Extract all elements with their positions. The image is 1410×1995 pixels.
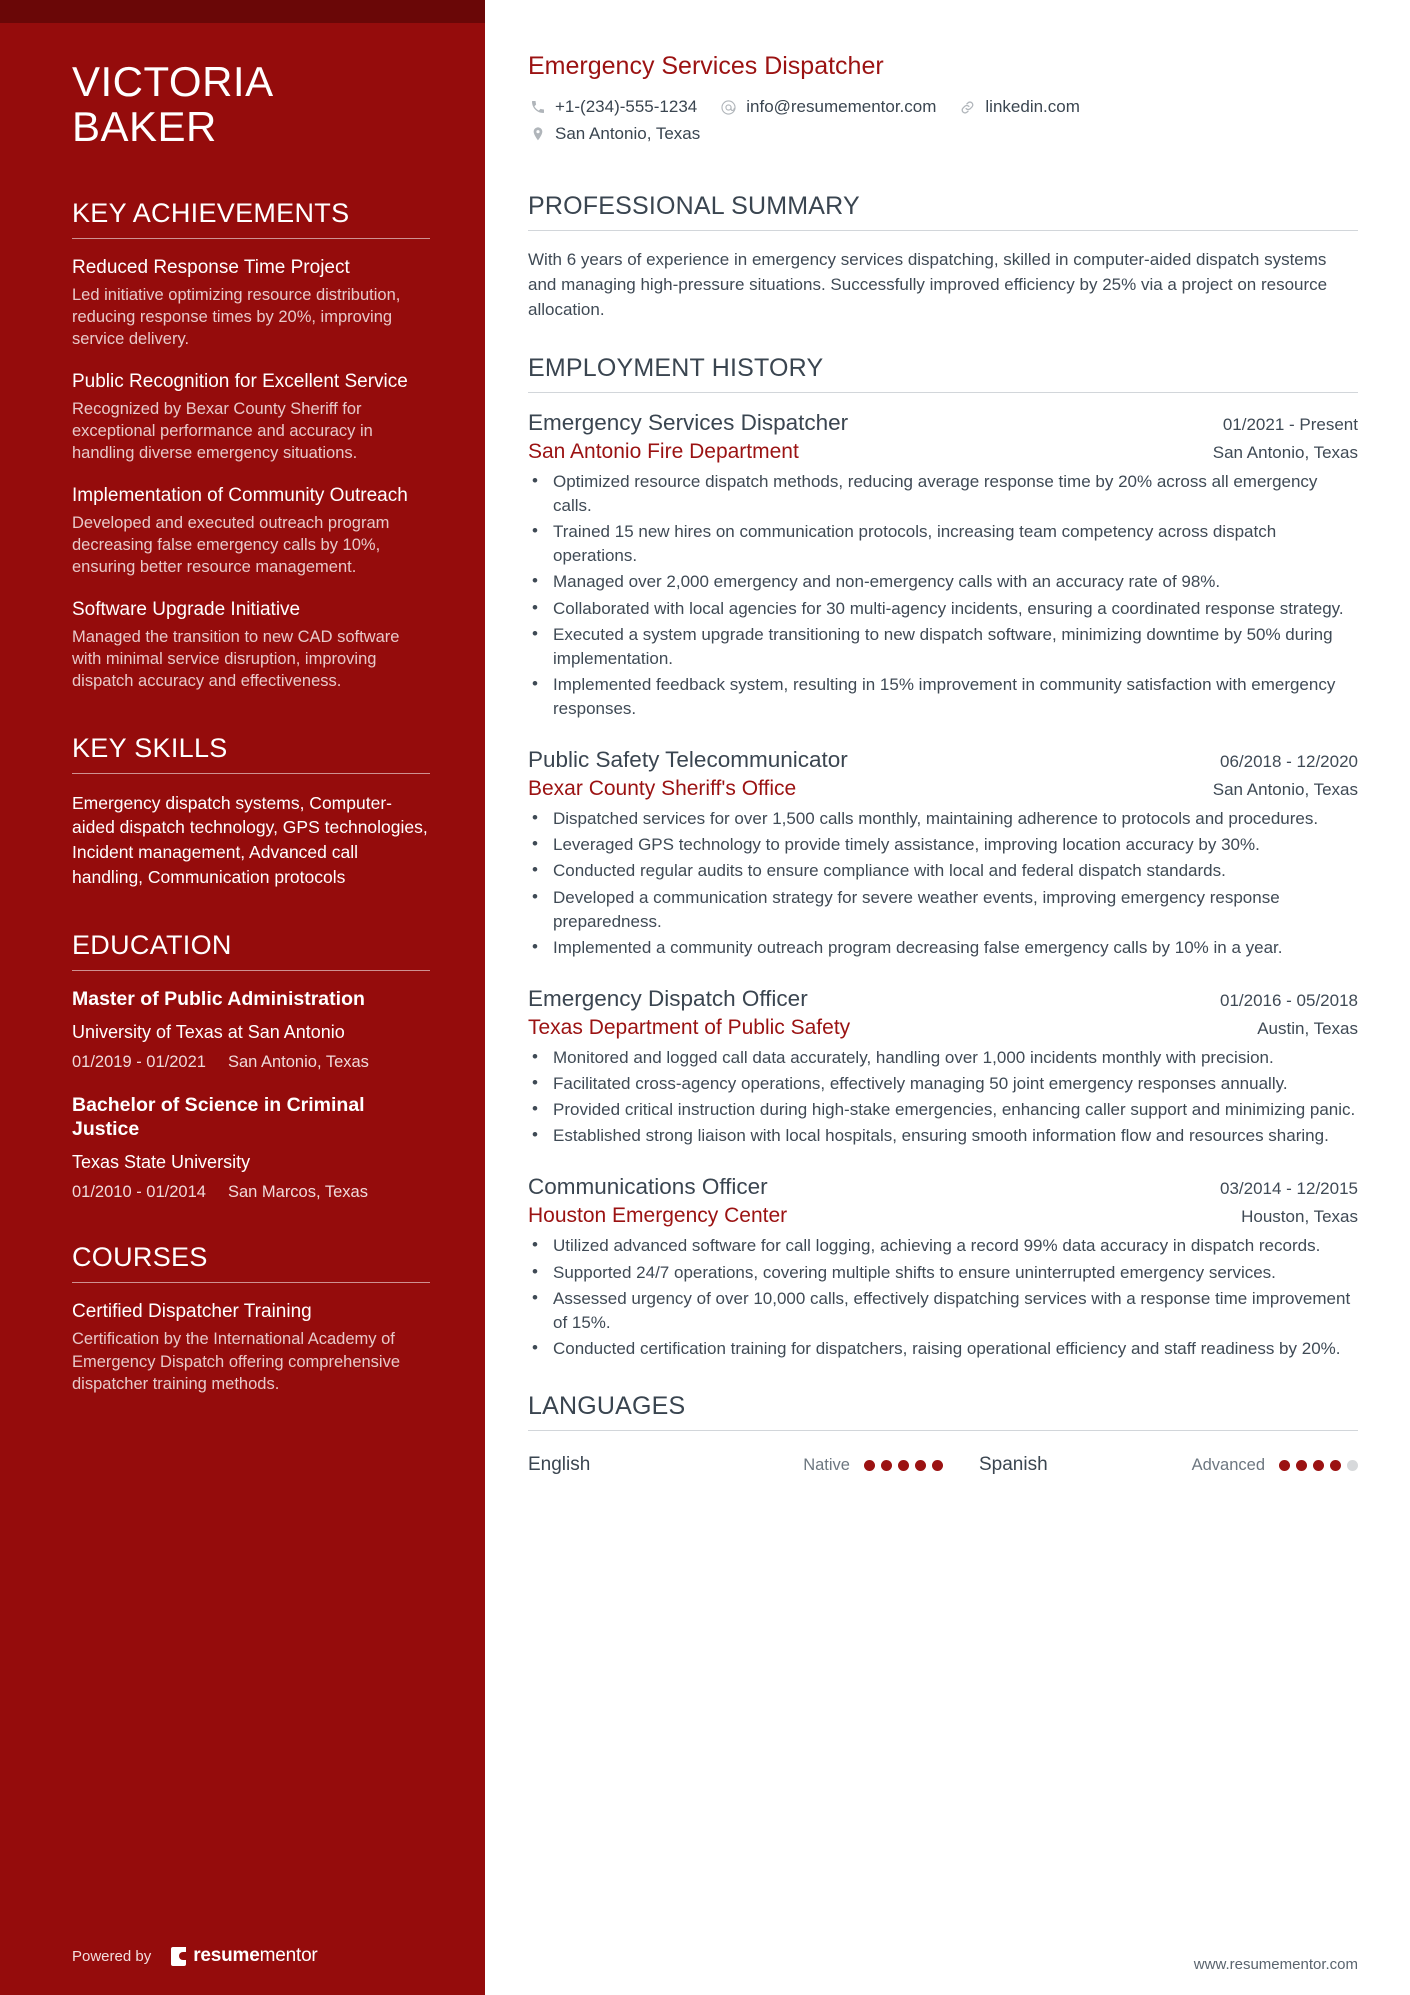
job-subheader bbox=[528, 440, 1358, 464]
divider bbox=[72, 238, 430, 239]
job-bullet: • Assessed urgency of over 10,000 calls, effectively dispatching services with a response time improvement of 15%. bbox=[528, 1287, 1358, 1335]
job-bullet: • Trained 15 new hires on communication protocols, increasing team competency across dispatch operations. bbox=[528, 520, 1358, 568]
contact-phone[interactable] bbox=[528, 97, 697, 117]
rating-dot-filled bbox=[1313, 1460, 1324, 1471]
achievement-item bbox=[72, 484, 430, 579]
first-name: VICTORIA bbox=[72, 58, 274, 105]
job-bullet: • Provided critical instruction during high-stake emergencies, enhancing caller support and minimizing panic. bbox=[528, 1098, 1358, 1122]
job-bullet: • Developed a communication strategy for severe weather events, improving emergency response preparedness. bbox=[528, 886, 1358, 934]
languages-section bbox=[528, 1392, 1358, 1476]
rating-dot-filled bbox=[932, 1460, 943, 1471]
job-location: San Antonio, Texas bbox=[1212, 780, 1358, 800]
achievement-item bbox=[72, 370, 430, 465]
job-bullet: • Utilized advanced software for call logging, achieving a record 99% data accuracy in dispatch records. bbox=[528, 1234, 1358, 1258]
divider bbox=[528, 1430, 1358, 1431]
job-bullets bbox=[528, 1046, 1358, 1149]
rating-dot-filled bbox=[864, 1460, 875, 1471]
employment-history-section bbox=[528, 354, 1358, 1361]
achievement-description: Developed and executed outreach program decreasing false emergency calls by 10%, ensuring better resource management. bbox=[72, 513, 390, 577]
achievement-description: Led initiative optimizing resource distribution, reducing response times by 20%, improving service delivery. bbox=[72, 285, 401, 349]
languages-row bbox=[528, 1448, 1358, 1476]
language-rating-dots bbox=[1279, 1460, 1358, 1471]
contact-phone-text: +1-(234)-555-1234 bbox=[555, 97, 698, 116]
divider bbox=[72, 1282, 430, 1283]
job-bullet: • Leveraged GPS technology to provide timely assistance, improving location accuracy by 30%. bbox=[528, 833, 1358, 857]
job-bullet: • Conducted regular audits to ensure compliance with local and federal dispatch standards. bbox=[528, 859, 1358, 883]
rating-dot-filled bbox=[915, 1460, 926, 1471]
website-footer: www.resumementor.com bbox=[1193, 1956, 1358, 1973]
education-item bbox=[72, 988, 430, 1072]
email-icon bbox=[719, 98, 738, 117]
resumementor-logo bbox=[171, 1945, 317, 1967]
achievement-title: Reduced Response Time Project bbox=[72, 256, 350, 278]
education-school: University of Texas at San Antonio bbox=[72, 1021, 345, 1042]
job-subheader bbox=[528, 777, 1358, 801]
course-item bbox=[72, 1300, 430, 1395]
job-location: Houston, Texas bbox=[1241, 1207, 1358, 1227]
job-header bbox=[528, 1174, 1358, 1200]
language-level: Native bbox=[803, 1455, 850, 1474]
job-entry bbox=[528, 410, 1358, 721]
divider bbox=[72, 970, 430, 971]
language-item bbox=[943, 1454, 1358, 1476]
phone-icon bbox=[528, 98, 547, 117]
last-name: BAKER bbox=[72, 103, 217, 151]
divider bbox=[528, 230, 1358, 231]
job-title: Public Safety Telecommunicator bbox=[528, 747, 848, 773]
sidebar bbox=[0, 0, 485, 1995]
key-achievements-heading: KEY ACHIEVEMENTS bbox=[72, 197, 350, 228]
job-bullets bbox=[528, 807, 1358, 960]
job-company: Bexar County Sheriff's Office bbox=[528, 777, 797, 801]
job-company: Houston Emergency Center bbox=[528, 1204, 788, 1228]
resumementor-wordmark bbox=[193, 1945, 317, 1967]
main-content bbox=[485, 0, 1410, 1995]
job-bullet: • Executed a system upgrade transitioning to new dispatch software, minimizing downtime by 50% during implementation. bbox=[528, 623, 1358, 671]
education-meta bbox=[72, 1183, 430, 1202]
job-title: Emergency Services Dispatcher bbox=[528, 409, 849, 435]
brand-light: mentor bbox=[259, 1945, 318, 1966]
employment-history-heading: EMPLOYMENT HISTORY bbox=[528, 353, 824, 382]
divider bbox=[528, 392, 1358, 393]
key-skills-section bbox=[72, 733, 430, 890]
job-dates: 01/2016 - 05/2018 bbox=[1219, 990, 1358, 1010]
sidebar-footer bbox=[0, 1917, 485, 1995]
achievement-title: Public Recognition for Excellent Service bbox=[72, 370, 408, 392]
education-location: San Antonio, Texas bbox=[227, 1053, 369, 1072]
contact-info bbox=[528, 97, 1358, 144]
rating-dot-filled bbox=[898, 1460, 909, 1471]
achievement-title: Software Upgrade Initiative bbox=[72, 598, 301, 620]
job-company: San Antonio Fire Department bbox=[528, 439, 799, 463]
achievement-title: Implementation of Community Outreach bbox=[72, 484, 408, 506]
skills-list: Emergency dispatch systems, Computer-aided dispatch technology, GPS technologies, Incident management, Advanced call handling, Communication protocols bbox=[72, 792, 428, 888]
education-section bbox=[72, 930, 430, 1202]
education-item bbox=[72, 1094, 430, 1202]
job-entry bbox=[528, 986, 1358, 1149]
job-entry bbox=[528, 747, 1358, 960]
professional-summary-heading: PROFESSIONAL SUMMARY bbox=[528, 192, 860, 220]
professional-summary-text: With 6 years of experience in emergency services dispatching, skilled in computer-aided dispatch systems and managing high-pressure situations. Successfully improved efficiency by 25% via a project on resource allocation. bbox=[528, 250, 1328, 319]
job-title: Communications Officer bbox=[528, 1174, 768, 1200]
job-header bbox=[528, 986, 1358, 1012]
education-meta bbox=[72, 1053, 430, 1072]
contact-row-location bbox=[528, 124, 1358, 144]
achievement-item bbox=[72, 598, 430, 693]
contact-location bbox=[528, 124, 700, 144]
language-name: Spanish bbox=[979, 1454, 1048, 1476]
education-dates: 01/2019 - 01/2021 bbox=[72, 1053, 206, 1072]
job-bullet: • Implemented feedback system, resulting in 15% improvement in community satisfaction with emergency responses. bbox=[528, 673, 1358, 721]
job-company: Texas Department of Public Safety bbox=[528, 1015, 851, 1039]
professional-summary-section bbox=[528, 192, 1358, 323]
rating-dot-filled bbox=[1279, 1460, 1290, 1471]
job-subheader bbox=[528, 1016, 1358, 1040]
language-item bbox=[528, 1454, 943, 1476]
course-description: Certification by the International Academy of Emergency Dispatch offering comprehensive dispatcher training methods. bbox=[72, 1330, 401, 1393]
education-heading: EDUCATION bbox=[72, 929, 232, 960]
rating-dot-filled bbox=[1296, 1460, 1307, 1471]
language-level: Advanced bbox=[1191, 1455, 1265, 1474]
page-title: Emergency Services Dispatcher bbox=[528, 52, 884, 80]
achievement-description: Managed the transition to new CAD software with minimal service disruption, improving dispatch accuracy and effectiveness. bbox=[72, 627, 400, 691]
candidate-name bbox=[72, 59, 430, 150]
key-achievements-section bbox=[72, 198, 430, 693]
achievement-item bbox=[72, 256, 430, 351]
job-header bbox=[528, 747, 1358, 773]
key-skills-heading: KEY SKILLS bbox=[72, 732, 228, 763]
powered-by-label: Powered by bbox=[72, 1947, 152, 1965]
job-bullet: • Supported 24/7 operations, covering multiple shifts to ensure uninterrupted emergency services. bbox=[528, 1261, 1358, 1285]
courses-heading: COURSES bbox=[72, 1242, 208, 1273]
job-bullet: • Dispatched services for over 1,500 calls monthly, maintaining adherence to protocols and procedures. bbox=[528, 807, 1358, 831]
contact-link[interactable] bbox=[958, 97, 1080, 117]
rating-dot-filled bbox=[1330, 1460, 1341, 1471]
divider bbox=[72, 773, 430, 774]
job-location: Austin, Texas bbox=[1257, 1018, 1358, 1038]
contact-location-text: San Antonio, Texas bbox=[555, 124, 701, 143]
job-dates: 03/2014 - 12/2015 bbox=[1219, 1179, 1358, 1199]
job-bullets bbox=[528, 1234, 1358, 1361]
job-subheader bbox=[528, 1204, 1358, 1228]
contact-email-text: info@resumementor.com bbox=[746, 97, 937, 116]
education-dates: 01/2010 - 01/2014 bbox=[72, 1183, 206, 1202]
job-bullet: • Conducted certification training for dispatchers, raising operational efficiency and staff readiness by 20%. bbox=[528, 1337, 1358, 1361]
languages-heading: LANGUAGES bbox=[528, 1392, 686, 1421]
job-location: San Antonio, Texas bbox=[1212, 442, 1358, 462]
achievement-description: Recognized by Bexar County Sheriff for exceptional performance and accuracy in handling diverse emergency situations. bbox=[72, 399, 373, 463]
rating-dot-empty bbox=[1347, 1460, 1358, 1471]
link-icon bbox=[958, 98, 977, 117]
language-rating-dots bbox=[864, 1460, 943, 1471]
sidebar-top-bar bbox=[0, 0, 485, 23]
job-bullet: • Implemented a community outreach program decreasing false emergency calls by 10% in a year. bbox=[528, 936, 1358, 960]
education-degree: Bachelor of Science in Criminal Justice bbox=[72, 1094, 365, 1140]
courses-section bbox=[72, 1242, 430, 1395]
education-school: Texas State University bbox=[72, 1151, 251, 1172]
job-bullet: • Established strong liaison with local hospitals, ensuring smooth information flow and resources sharing. bbox=[528, 1124, 1358, 1148]
job-bullet: • Optimized resource dispatch methods, reducing average response time by 20% across all emergency calls. bbox=[528, 470, 1358, 518]
job-entry bbox=[528, 1174, 1358, 1361]
language-name: English bbox=[528, 1454, 591, 1476]
job-bullets bbox=[528, 470, 1358, 721]
job-bullet: • Facilitated cross-agency operations, effectively managing 50 joint emergency responses annually. bbox=[528, 1072, 1358, 1096]
brand-bold: resume bbox=[193, 1945, 260, 1966]
education-location: San Marcos, Texas bbox=[227, 1183, 368, 1202]
contact-link-text: linkedin.com bbox=[985, 97, 1080, 116]
course-title: Certified Dispatcher Training bbox=[72, 1301, 312, 1323]
job-title: Emergency Dispatch Officer bbox=[528, 985, 808, 1011]
job-bullet: • Monitored and logged call data accurately, handling over 1,000 incidents monthly with precision. bbox=[528, 1046, 1358, 1070]
job-bullet: • Collaborated with local agencies for 30 multi-agency incidents, ensuring a coordinated response strategy. bbox=[528, 597, 1358, 621]
job-dates: 06/2018 - 12/2020 bbox=[1219, 752, 1358, 772]
contact-row-primary bbox=[528, 97, 1358, 117]
job-header bbox=[528, 410, 1358, 436]
job-bullet: • Managed over 2,000 emergency and non-emergency calls with an accuracy rate of 98%. bbox=[528, 570, 1358, 594]
education-degree: Master of Public Administration bbox=[72, 987, 365, 1010]
location-pin-icon bbox=[528, 125, 547, 144]
resumementor-mark-icon bbox=[171, 1947, 186, 1966]
job-dates: 01/2021 - Present bbox=[1222, 414, 1358, 434]
contact-email[interactable] bbox=[719, 97, 936, 117]
rating-dot-filled bbox=[881, 1460, 892, 1471]
